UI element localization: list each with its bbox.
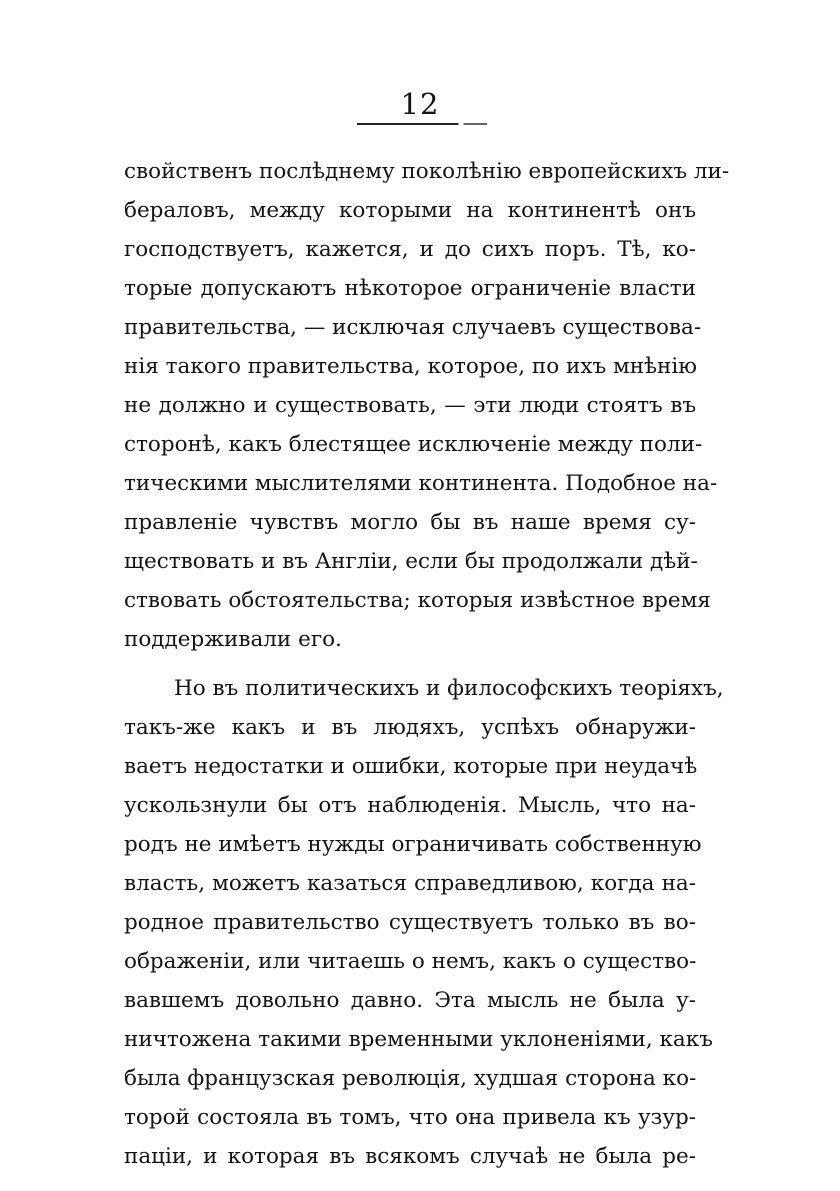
text-line: ображеніи, или читаешь о немъ, какъ о существо-	[124, 949, 697, 974]
text-line: власть, можетъ казаться справедливою, когда на-	[124, 871, 696, 896]
text-line: правительства, — исключая случаевъ существова-	[124, 315, 702, 340]
text-line: родъ не имѣетъ нужды ограничивать собственную	[124, 832, 702, 857]
text-line: сторонѣ, какъ блестящее исключеніе между поли-	[124, 432, 703, 457]
text-line: свойственъ послѣднему поколѣнію европейскихъ ли-	[124, 159, 730, 184]
paragraph-2	[124, 669, 724, 1176]
text-line: торые допускаютъ нѣкоторое ограниченіе власти	[124, 276, 696, 301]
text-line: господствуетъ, кажется, и до сихъ поръ. Тѣ, ко-	[124, 237, 696, 262]
text-line: нія такого правительства, которое, по ихъ мнѣнію	[124, 354, 697, 379]
text-line: поддерживали его.	[124, 627, 342, 652]
text-line: такъ-же какъ и въ людяхъ, успѣхъ обнаружи-	[124, 715, 696, 740]
text-line: не должно и существовать, — эти люди стоятъ въ	[124, 393, 696, 418]
text-line: ускользнули бы отъ наблюденія. Мысль, что на-	[124, 793, 696, 818]
text-line: родное правительство существуетъ только въ во-	[124, 910, 696, 935]
text-line: паціи, и которая въ всякомъ случаѣ не была ре-	[124, 1144, 696, 1169]
text-line: была французская революція, худшая сторона ко-	[124, 1066, 697, 1091]
page-number: 12	[400, 87, 440, 121]
text-line: торой состояла въ томъ, что она привела къ узур-	[124, 1105, 696, 1130]
text-line: тическими мыслителями континента. Подобное на-	[124, 471, 718, 496]
text-line: бераловъ, между которыми на континентѣ онъ	[124, 198, 696, 223]
header-rule	[357, 123, 487, 125]
text-line: вавшемъ довольно давно. Эта мысль не была у-	[124, 988, 696, 1013]
body-text	[124, 152, 730, 1176]
text-line: Но въ политическихъ и философскихъ теоріяхъ,	[174, 676, 724, 701]
text-line: ваетъ недостатки и ошибки, которые при неудачѣ	[124, 754, 698, 779]
text-line: ществовать и въ Англіи, если бы продолжали дѣй-	[124, 549, 698, 574]
paragraph-1	[124, 152, 730, 659]
text-line: ствовать обстоятельства; которыя извѣстное время	[124, 588, 711, 613]
text-line: ничтожена такими временными уклоненіями, какъ	[124, 1027, 713, 1052]
text-line: правленіе чувствъ могло бы въ наше время су-	[124, 510, 696, 535]
